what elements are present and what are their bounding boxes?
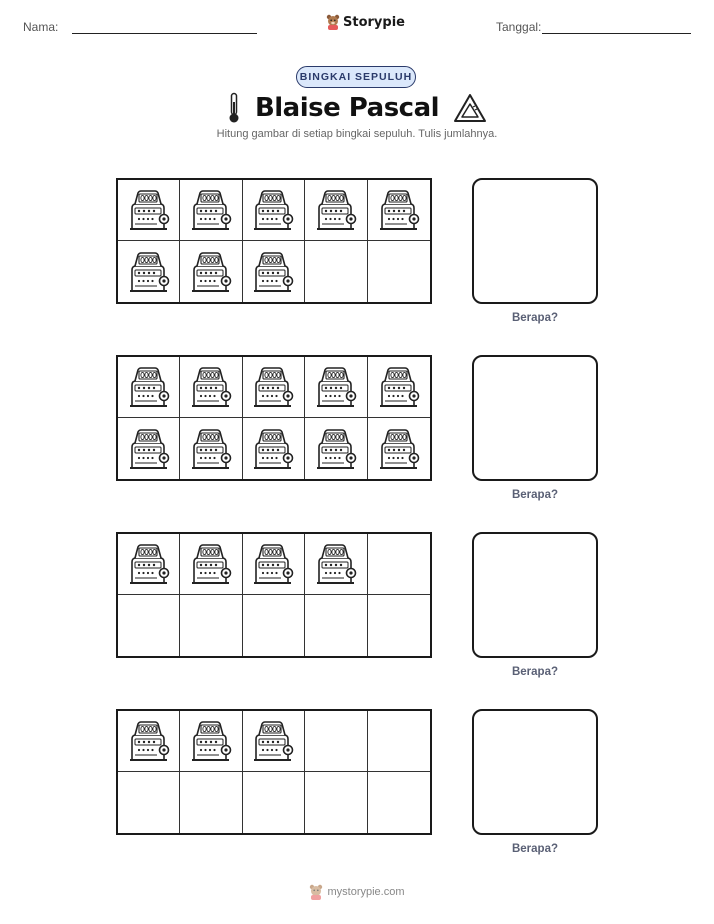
pascaline-calculator-icon xyxy=(189,251,233,293)
bear-logo-icon xyxy=(326,14,340,30)
empty-cell xyxy=(368,534,430,595)
filled-cell xyxy=(118,534,180,595)
answer-box-1[interactable] xyxy=(472,178,598,304)
filled-cell xyxy=(243,418,305,479)
pascaline-calculator-icon xyxy=(314,428,358,470)
pascaline-calculator-icon xyxy=(189,366,233,408)
pascaline-calculator-icon xyxy=(127,720,171,762)
pascaline-calculator-icon xyxy=(251,189,295,231)
pascaline-calculator-icon xyxy=(189,189,233,231)
empty-cell xyxy=(368,711,430,772)
filled-cell xyxy=(305,418,367,479)
bear-logo-icon xyxy=(309,884,323,900)
pascaline-calculator-icon xyxy=(189,428,233,470)
filled-cell xyxy=(243,711,305,772)
filled-cell xyxy=(180,711,242,772)
answer-label-1: Berapa? xyxy=(511,312,559,324)
ten-frame-3 xyxy=(116,532,432,658)
answer-box-4[interactable] xyxy=(472,709,598,835)
pascaline-calculator-icon xyxy=(251,366,295,408)
filled-cell xyxy=(243,357,305,418)
filled-cell xyxy=(180,357,242,418)
filled-cell xyxy=(180,180,242,241)
ten-frame-4 xyxy=(116,709,432,835)
empty-cell xyxy=(180,595,242,656)
filled-cell xyxy=(243,180,305,241)
pascaline-calculator-icon xyxy=(127,366,171,408)
empty-cell xyxy=(118,595,180,656)
empty-cell xyxy=(305,772,367,833)
empty-cell xyxy=(243,772,305,833)
filled-cell xyxy=(118,357,180,418)
pascaline-calculator-icon xyxy=(127,251,171,293)
filled-cell xyxy=(243,534,305,595)
answer-box-2[interactable] xyxy=(472,355,598,481)
footer xyxy=(0,884,714,900)
empty-cell xyxy=(180,772,242,833)
filled-cell xyxy=(118,241,180,302)
pascaline-calculator-icon xyxy=(189,543,233,585)
pascaline-calculator-icon xyxy=(251,720,295,762)
filled-cell xyxy=(368,180,430,241)
filled-cell xyxy=(305,180,367,241)
filled-cell xyxy=(243,241,305,302)
filled-cell xyxy=(305,534,367,595)
empty-cell xyxy=(368,595,430,656)
pascaline-calculator-icon xyxy=(377,428,421,470)
empty-cell xyxy=(305,595,367,656)
pascaline-calculator-icon xyxy=(314,189,358,231)
date-field[interactable] xyxy=(542,33,691,34)
answer-label-2: Berapa? xyxy=(511,489,559,501)
empty-cell xyxy=(118,772,180,833)
name-field[interactable] xyxy=(72,33,257,34)
instructions: Hitung gambar di setiap bingkai sepuluh. Tulis jumlahnya. xyxy=(216,128,498,140)
pascaline-calculator-icon xyxy=(127,543,171,585)
page-title: Blaise Pascal xyxy=(254,93,440,123)
storypie-logo xyxy=(326,14,405,30)
answer-box-3[interactable] xyxy=(472,532,598,658)
pascaline-calculator-icon xyxy=(127,428,171,470)
filled-cell xyxy=(180,241,242,302)
answer-label-3: Berapa? xyxy=(511,666,559,678)
pascaline-calculator-icon xyxy=(251,251,295,293)
empty-cell xyxy=(305,241,367,302)
date-label: Tanggal: xyxy=(496,20,542,34)
footer-url: mystorypie.com xyxy=(327,886,405,898)
name-label: Nama: xyxy=(23,20,59,34)
filled-cell xyxy=(368,357,430,418)
empty-cell xyxy=(368,772,430,833)
pascaline-calculator-icon xyxy=(314,543,358,585)
filled-cell xyxy=(368,418,430,479)
triangle-ruler-icon xyxy=(453,93,487,123)
empty-cell xyxy=(243,595,305,656)
pascaline-calculator-icon xyxy=(127,189,171,231)
pascaline-calculator-icon xyxy=(189,720,233,762)
pascaline-calculator-icon xyxy=(251,543,295,585)
pascaline-calculator-icon xyxy=(251,428,295,470)
answer-label-4: Berapa? xyxy=(511,843,559,855)
filled-cell xyxy=(180,418,242,479)
title-row xyxy=(0,90,714,126)
filled-cell xyxy=(118,418,180,479)
filled-cell xyxy=(118,711,180,772)
empty-cell xyxy=(305,711,367,772)
empty-cell xyxy=(368,241,430,302)
pascaline-calculator-icon xyxy=(377,189,421,231)
thermometer-icon xyxy=(227,92,241,124)
worksheet-type-badge: BINGKAI SEPULUH xyxy=(296,66,416,88)
pascaline-calculator-icon xyxy=(377,366,421,408)
brand-name: Storypie xyxy=(343,14,405,30)
filled-cell xyxy=(305,357,367,418)
pascaline-calculator-icon xyxy=(314,366,358,408)
filled-cell xyxy=(180,534,242,595)
filled-cell xyxy=(118,180,180,241)
ten-frame-2 xyxy=(116,355,432,481)
ten-frame-1 xyxy=(116,178,432,304)
